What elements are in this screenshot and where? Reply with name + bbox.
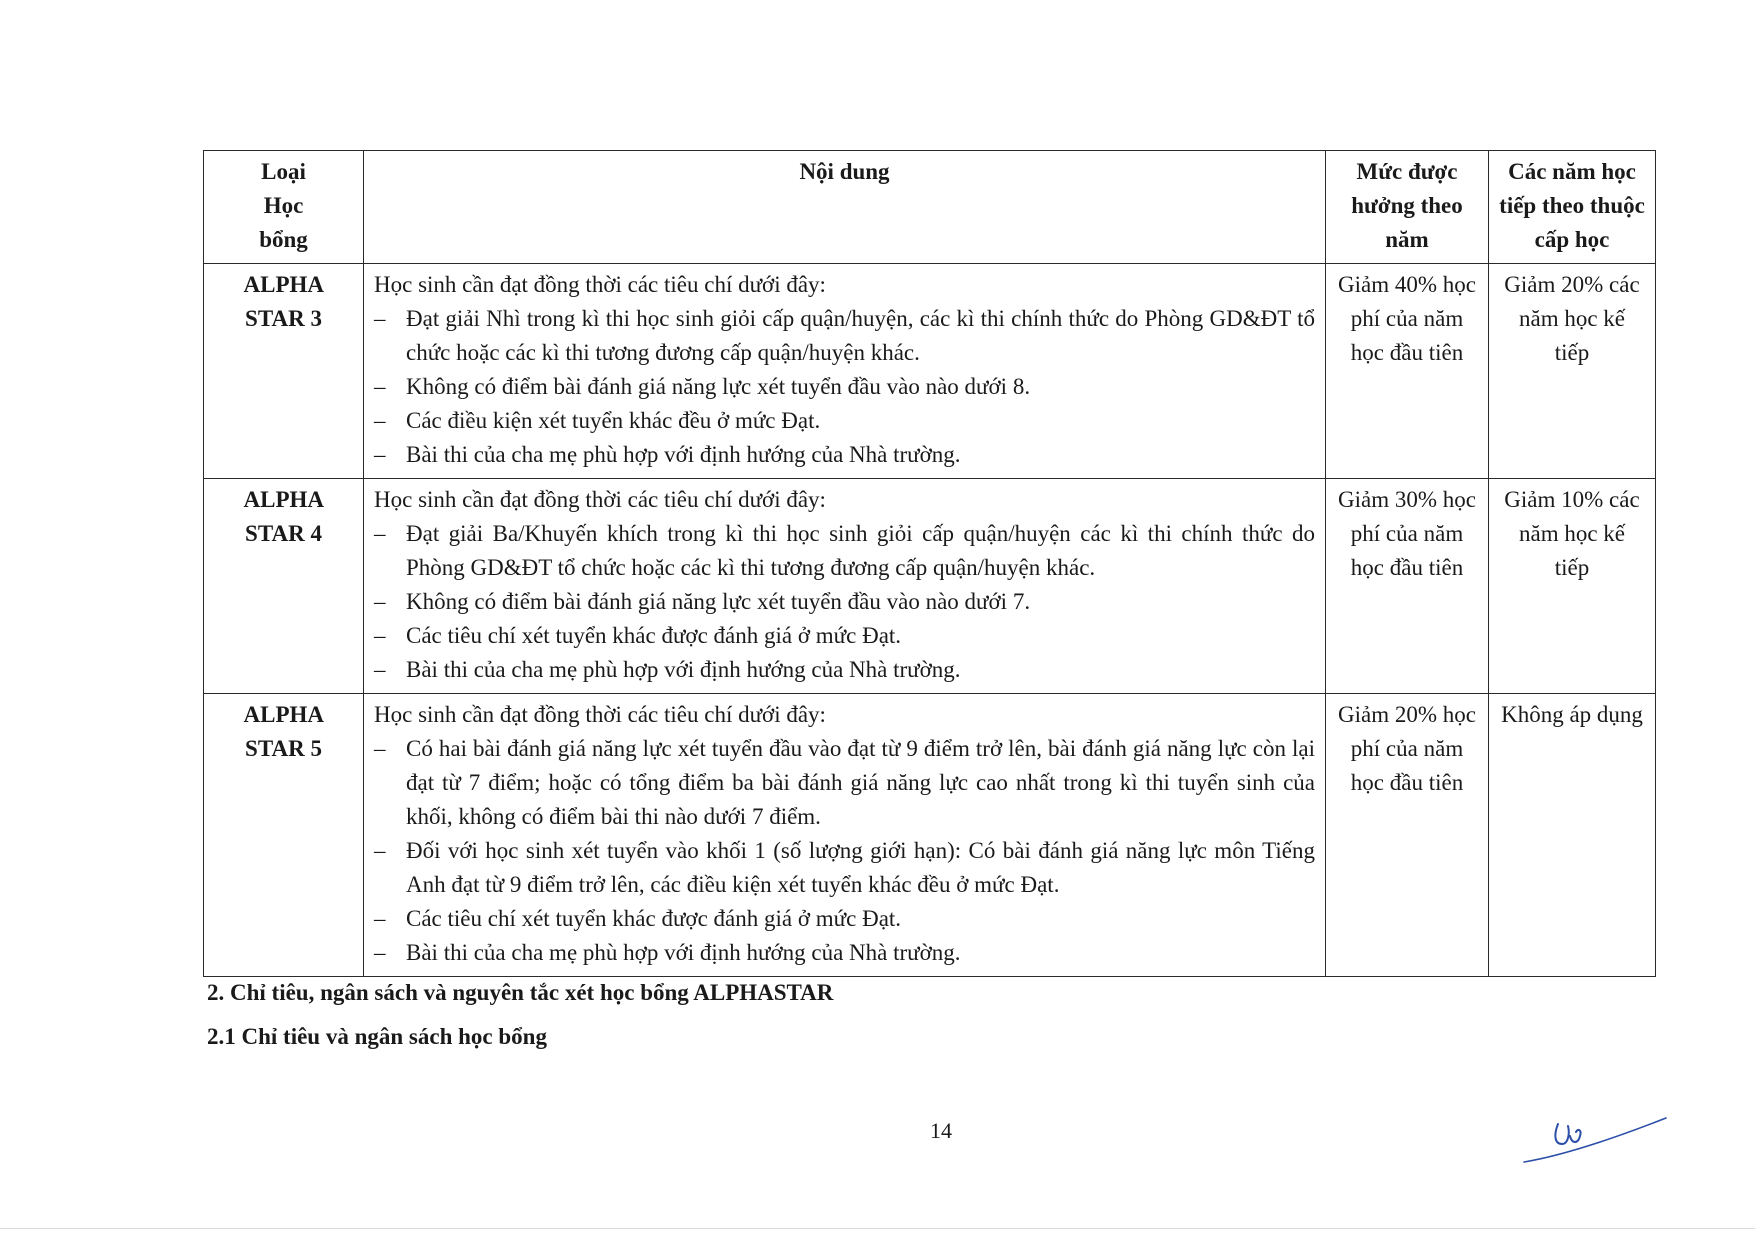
criteria-list — [374, 302, 1315, 472]
scholarship-type: ALPHA STAR 3 — [204, 264, 364, 479]
scholarship-content — [364, 694, 1326, 977]
criteria-item: – Bài thi của cha mẹ phù hợp với định hướng của Nhà trường. — [374, 653, 1315, 687]
criteria-item: – Các điều kiện xét tuyển khác đều ở mức Đạt. — [374, 404, 1315, 438]
following-years-benefit: Không áp dụng — [1489, 694, 1656, 977]
header-annual-benefit: Mức được hưởng theo năm — [1326, 151, 1489, 264]
table-header-row — [204, 151, 1656, 264]
criteria-list — [374, 732, 1315, 970]
handwritten-signature-icon — [1520, 1110, 1670, 1170]
scholarship-type: ALPHA STAR 5 — [204, 694, 364, 977]
criteria-item: – Các tiêu chí xét tuyển khác được đánh giá ở mức Đạt. — [374, 619, 1315, 653]
scholarship-type: ALPHA STAR 4 — [204, 479, 364, 694]
criteria-item: – Đối với học sinh xét tuyển vào khối 1 (số lượng giới hạn): Có bài đánh giá năng lực môn Tiếng Anh đạt từ 9 điểm trở lên, các điều kiện xét tuyển khác đều ở mức Đạt. — [374, 834, 1315, 902]
criteria-item: – Không có điểm bài đánh giá năng lực xét tuyển đầu vào nào dưới 8. — [374, 370, 1315, 404]
criteria-intro: Học sinh cần đạt đồng thời các tiêu chí dưới đây: — [374, 272, 826, 297]
criteria-item: – Đạt giải Nhì trong kì thi học sinh giỏi cấp quận/huyện, các kì thi chính thức do Phòng GD&ĐT tổ chức hoặc các kì thi tương đương cấp quận/huyện khác. — [374, 302, 1315, 370]
annual-benefit: Giảm 20% học phí của năm học đầu tiên — [1326, 694, 1489, 977]
scholarship-content — [364, 479, 1326, 694]
criteria-intro: Học sinh cần đạt đồng thời các tiêu chí dưới đây: — [374, 702, 826, 727]
section-heading: 2. Chỉ tiêu, ngân sách và nguyên tắc xét học bổng ALPHASTAR — [207, 980, 834, 1005]
annual-benefit: Giảm 30% học phí của năm học đầu tiên — [1326, 479, 1489, 694]
following-years-benefit: Giảm 20% các năm học kế tiếp — [1489, 264, 1656, 479]
annual-benefit: Giảm 40% học phí của năm học đầu tiên — [1326, 264, 1489, 479]
criteria-item: – Không có điểm bài đánh giá năng lực xét tuyển đầu vào nào dưới 7. — [374, 585, 1315, 619]
criteria-item: – Bài thi của cha mẹ phù hợp với định hướng của Nhà trường. — [374, 936, 1315, 970]
criteria-item: – Có hai bài đánh giá năng lực xét tuyển đầu vào đạt từ 9 điểm trở lên, bài đánh giá năng lực còn lại đạt từ 7 điểm; hoặc có tổng điểm ba bài đánh giá năng lực cao nhất trong kì thi tuyển sinh của khối, không có điểm bài thi nào dưới 7 điểm. — [374, 732, 1315, 834]
table-row — [204, 264, 1656, 479]
page-number: 14 — [930, 1118, 952, 1143]
scholarship-table — [203, 150, 1656, 977]
table-row — [204, 479, 1656, 694]
scan-edge-divider — [0, 1228, 1755, 1229]
following-years-benefit: Giảm 10% các năm học kế tiếp — [1489, 479, 1656, 694]
header-scholarship-type: Loại Học bổng — [204, 151, 364, 264]
subsection-heading: 2.1 Chỉ tiêu và ngân sách học bổng — [207, 1024, 547, 1049]
criteria-item: – Bài thi của cha mẹ phù hợp với định hướng của Nhà trường. — [374, 438, 1315, 472]
criteria-item: – Đạt giải Ba/Khuyến khích trong kì thi học sinh giỏi cấp quận/huyện các kì thi chính thức do Phòng GD&ĐT tổ chức hoặc các kì thi tương đương cấp quận/huyện khác. — [374, 517, 1315, 585]
header-content: Nội dung — [364, 151, 1326, 264]
scholarship-content — [364, 264, 1326, 479]
header-following-years: Các năm học tiếp theo thuộc cấp học — [1489, 151, 1656, 264]
criteria-item: – Các tiêu chí xét tuyển khác được đánh giá ở mức Đạt. — [374, 902, 1315, 936]
criteria-intro: Học sinh cần đạt đồng thời các tiêu chí dưới đây: — [374, 487, 826, 512]
table-row — [204, 694, 1656, 977]
criteria-list — [374, 517, 1315, 687]
